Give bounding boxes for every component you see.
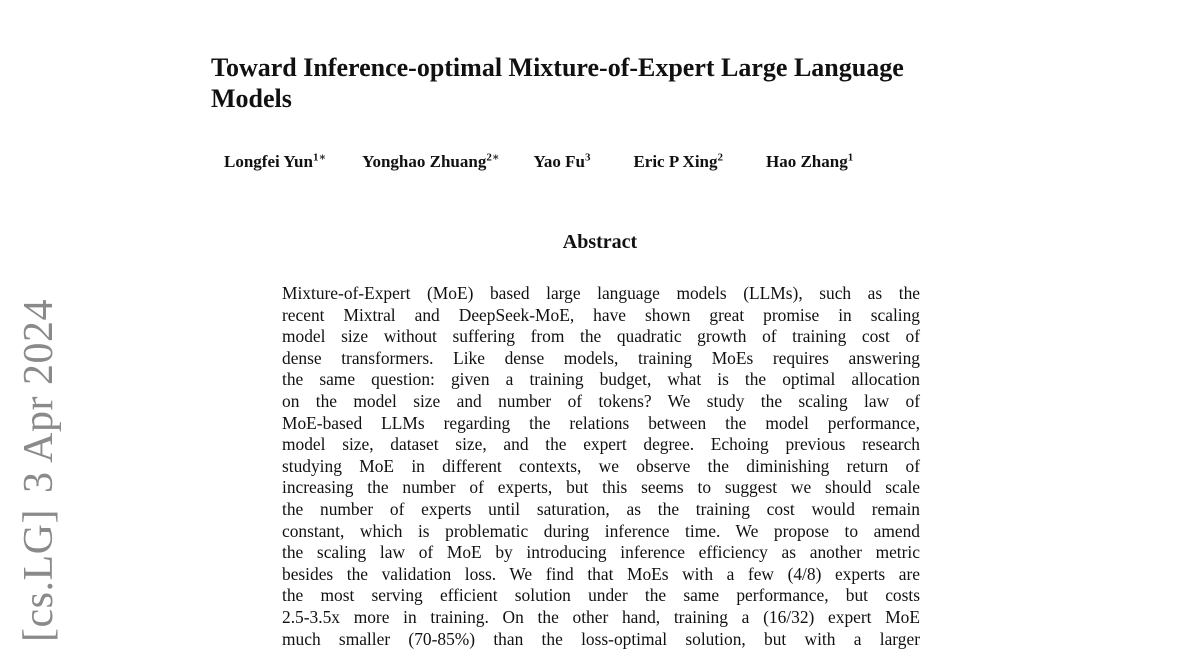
abstract-line: the most serving efficient solution under the same performance, but costs xyxy=(282,585,920,607)
arxiv-category: [cs.LG] xyxy=(16,509,62,642)
abstract-line: on the model size and number of tokens? We study the scaling law of xyxy=(282,391,920,413)
abstract-line: increasing the number of experts, but this seems to suggest we should scale xyxy=(282,477,920,499)
author-name: Eric P Xing xyxy=(633,152,717,171)
abstract-body xyxy=(282,283,920,650)
abstract-line: 2.5-3.5x more in training. On the other hand, training a (16/32) expert MoE xyxy=(282,607,920,629)
paper-title-line-2: Models xyxy=(211,84,292,113)
author-affiliation: 1 xyxy=(848,151,854,163)
author-name: Yao Fu xyxy=(533,152,584,171)
author-affiliation: 3 xyxy=(585,151,591,163)
author xyxy=(533,150,590,174)
abstract-line: the scaling law of MoE by introducing inference efficiency as another metric xyxy=(282,542,920,564)
author xyxy=(633,150,723,174)
author xyxy=(362,150,499,174)
author-affiliation: 2∗ xyxy=(486,151,499,163)
abstract-line: model size without suffering from the quadratic growth of training cost of xyxy=(282,326,920,348)
arxiv-date: 3 Apr 2024 xyxy=(16,299,62,493)
author-name: Hao Zhang xyxy=(766,152,848,171)
abstract-line: Mixture-of-Expert (MoE) based large language models (LLMs), such as the xyxy=(282,283,920,305)
abstract-line: recent Mixtral and DeepSeek-MoE, have shown great promise in scaling xyxy=(282,305,920,327)
paper-title-line-1: Toward Inference-optimal Mixture-of-Expert Large Language xyxy=(211,53,904,82)
abstract-heading: Abstract xyxy=(0,229,1200,255)
abstract-line: dense transformers. Like dense models, training MoEs requires answering xyxy=(282,348,920,370)
abstract-line: besides the validation loss. We find that MoEs with a few (4/8) experts are xyxy=(282,564,920,586)
author xyxy=(766,150,853,174)
abstract-line: constant, which is problematic during inference time. We propose to amend xyxy=(282,521,920,543)
arxiv-side-stamp xyxy=(14,299,64,642)
author-affiliation: 1∗ xyxy=(313,151,326,163)
author xyxy=(224,150,326,174)
author-name: Longfei Yun xyxy=(224,152,313,171)
abstract-line: much smaller (70-85%) than the loss-optimal solution, but with a larger xyxy=(282,629,920,650)
abstract-line: model size, dataset size, and the expert degree. Echoing previous research xyxy=(282,434,920,456)
abstract-line: studying MoE in different contexts, we observe the diminishing return of xyxy=(282,456,920,478)
paper-title xyxy=(211,52,1011,114)
author-list xyxy=(224,150,984,174)
abstract-line: MoE-based LLMs regarding the relations between the model performance, xyxy=(282,413,920,435)
author-affiliation: 2 xyxy=(718,151,724,163)
author-name: Yonghao Zhuang xyxy=(362,152,486,171)
abstract-line: the same question: given a training budget, what is the optimal allocation xyxy=(282,369,920,391)
abstract-line: the number of experts until saturation, as the training cost would remain xyxy=(282,499,920,521)
